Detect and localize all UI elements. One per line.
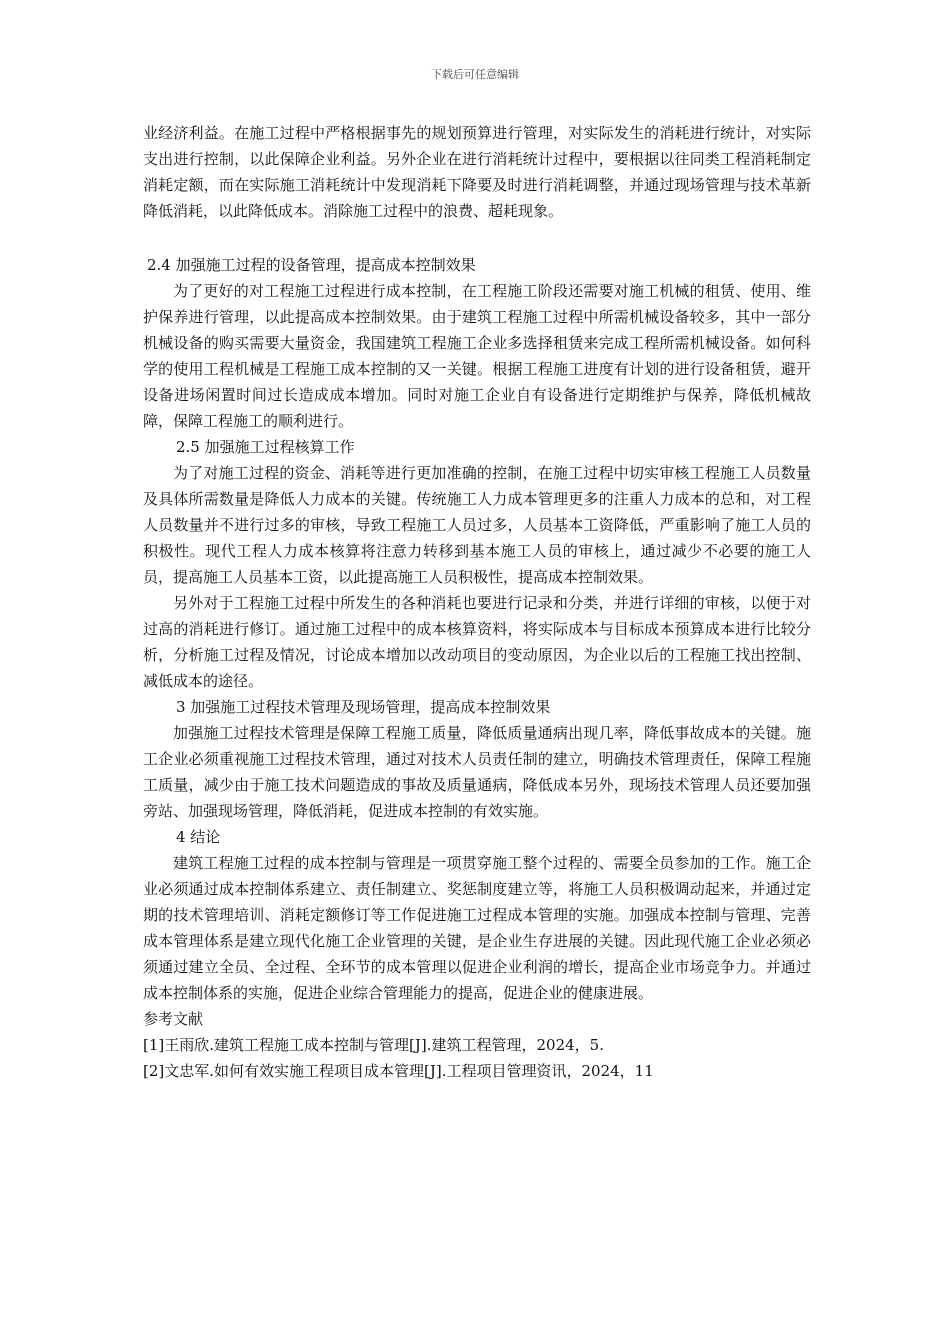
spacer bbox=[143, 224, 811, 252]
paragraph-3: 加强施工过程技术管理是保障工程施工质量，降低质量通病出现几率，降低事故成本的关键。施工企业必须重视施工过程技术管理，通过对技术人员责任制的建立，明确技术管理责任，保障工程施工质量，减少由于施工技术问题造成的事故及质量通病，降低成本另外，现场技术管理人员还要加强旁站、加强现场管理，降低消耗，促进成本控制的有效实施。 bbox=[143, 724, 811, 820]
paragraph-2-4: 为了更好的对工程施工过程进行成本控制，在工程施工阶段还需要对施工机械的租赁、使用、维护保养进行管理，以此提高成本控制效果。由于建筑工程施工过程中所需机械设备较多，其中一部分机械设备的购买需要大量资金，我国建筑工程施工企业多选择租赁来完成工程所需机械设备。如何科学的使用工程机械是工程施工成本控制的又一关键。根据工程施工进度有计划的进行设备租赁，避开设备进场闲置时间过长造成成本增加。同时对施工企业自有设备进行定期维护与保养，降低机械故障，保障工程施工的顺利进行。 bbox=[143, 282, 811, 430]
section-heading-2-4: 2.4 加强施工过程的设备管理，提高成本控制效果 bbox=[147, 256, 476, 274]
document-body bbox=[143, 120, 811, 1084]
paragraph-4: 建筑工程施工过程的成本控制与管理是一项贯穿施工整个过程的、需要全员参加的工作。施工企业必须通过成本控制体系建立、责任制建立、奖惩制度建立等，将施工人员积极调动起来，并通过定期的技术管理培训、消耗定额修订等工作促进施工过程成本管理的实施。加强成本控制与管理、完善成本管理体系是建立现代化施工企业管理的关键，是企业生存进展的关键。因此现代施工企业必须必须通过建立全员、全过程、全环节的成本管理以促进企业利润的增长，提高企业市场竞争力。并通过成本控制体系的实施，促进企业综合管理能力的提高，促进企业的健康进展。 bbox=[143, 854, 811, 1002]
references-title: 参考文献 bbox=[143, 1010, 204, 1028]
paragraph-intro: 业经济利益。在施工过程中严格根据事先的规划预算进行管理，对实际发生的消耗进行统计，对实际支出进行控制，以此保障企业利益。另外企业在进行消耗统计过程中，要根据以往同类工程消耗制定消耗定额，而在实际施工消耗统计中发现消耗下降要及时进行消耗调整，并通过现场管理与技术革新降低消耗，以此降低成本。消除施工过程中的浪费、超耗现象。 bbox=[143, 124, 811, 220]
paragraph-2-5a: 为了对施工过程的资金、消耗等进行更加准确的控制，在施工过程中切实审核工程施工人员数量及具体所需数量是降低人力成本的关键。传统施工人力成本管理更多的注重人力成本的总和，对工程人员数量并不进行过多的审核，导致工程施工人员过多，人员基本工资降低，严重影响了施工人员的积极性。现代工程人力成本核算将注意力转移到基本施工人员的审核上，通过减少不必要的施工人员，提高施工人员基本工资，以此提高施工人员积极性，提高成本控制效果。 bbox=[143, 464, 811, 586]
section-heading-4: 4 结论 bbox=[176, 828, 221, 846]
reference-item-1: [1]王雨欣.建筑工程施工成本控制与管理[J].建筑工程管理，2024，5. bbox=[143, 1036, 604, 1054]
section-heading-2-5: 2.5 加强施工过程核算工作 bbox=[176, 438, 355, 456]
page-header: 下载后可任意编辑 bbox=[431, 68, 519, 81]
section-heading-3: 3 加强施工过程技术管理及现场管理，提高成本控制效果 bbox=[176, 698, 551, 716]
paragraph-2-5b: 另外对于工程施工过程中所发生的各种消耗也要进行记录和分类，并进行详细的审核，以便于对过高的消耗进行修订。通过施工过程中的成本核算资料，将实际成本与目标成本预算成本进行比较分析，分析施工过程及情况，讨论成本增加以改动项目的变动原因，为企业以后的工程施工找出控制、减低成本的途径。 bbox=[143, 594, 811, 690]
reference-item-2: [2]文忠军.如何有效实施工程项目成本管理[J].工程项目管理资讯，2024，11 bbox=[143, 1062, 654, 1080]
